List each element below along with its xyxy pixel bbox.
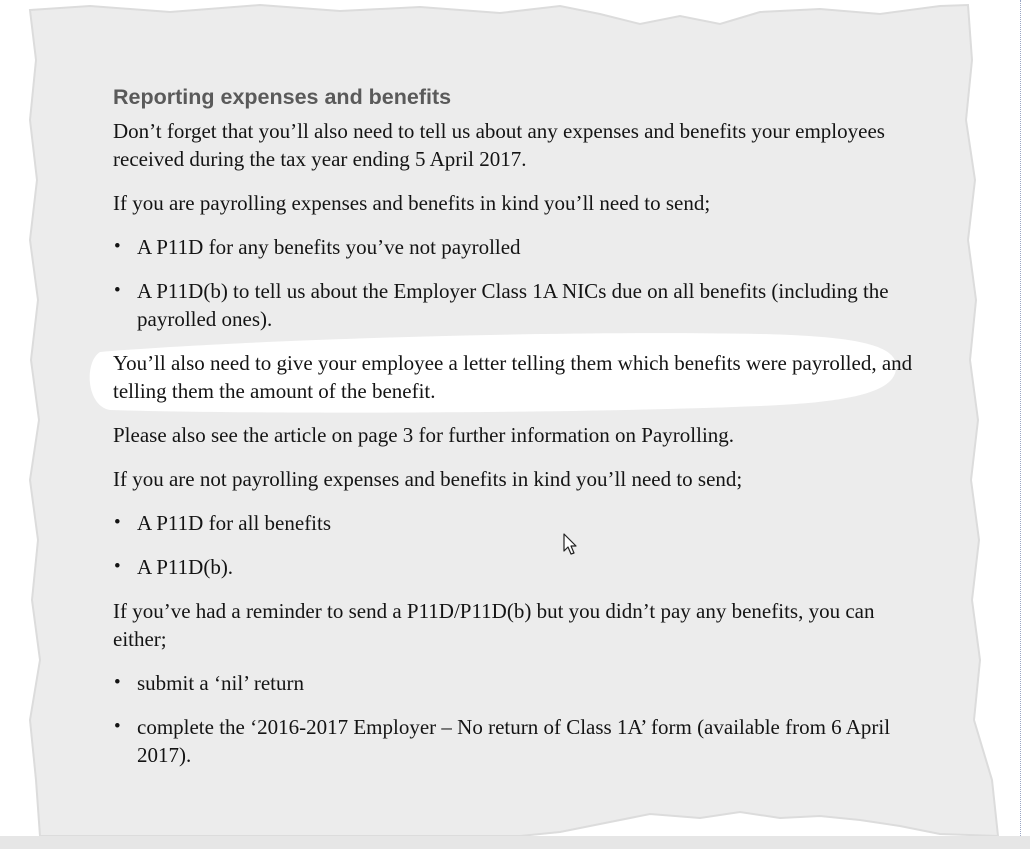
payrolling-paragraph: If you are payrolling expenses and benefits in kind you’ll need to send; [113,191,711,215]
list-item-text: A P11D(b). [137,555,234,579]
list-item-text: submit a ‘nil’ return [137,671,304,695]
bullet-icon: • [114,512,121,533]
list-item-text: A P11D for all benefits [137,511,332,535]
highlighted-paragraph: You’ll also need to give your employee a letter telling them which benefits were payrolled, and telling them the amount of the benefit. [113,351,913,403]
article [113,82,913,785]
see-also-paragraph: Please also see the article on page 3 for further information on Payrolling. [113,423,735,447]
page-edge-dotted-line [1020,0,1022,836]
list-item [113,277,913,333]
not-payrolling-paragraph: If you are not payrolling expenses and benefits in kind you’ll need to send; [113,467,743,491]
list-item [113,669,913,697]
bottom-scroll-area [0,836,1030,849]
bullet-icon: • [114,556,121,577]
list-item-text: A P11D(b) to tell us about the Employer Class 1A NICs due on all benefits (including the payrolled ones). [137,279,889,331]
bullet-icon: • [114,716,121,737]
reminder-options-list [113,669,913,769]
list-item [113,233,913,261]
bullet-icon: • [114,236,121,257]
bullet-icon: • [114,280,121,301]
mouse-pointer-icon [563,533,579,557]
list-item-text: complete the ‘2016-2017 Employer – No return of Class 1A’ form (available from 6 April 2017). [137,715,891,767]
intro-paragraph: Don’t forget that you’ll also need to tell us about any expenses and benefits your employees received during the tax year ending 5 April 2017. [113,119,885,171]
article-heading: Reporting expenses and benefits [113,85,452,109]
not-payrolling-list [113,509,913,581]
list-item [113,713,913,769]
bullet-icon: • [114,672,121,693]
list-item [113,553,913,581]
list-item [113,509,913,537]
payrolling-list [113,233,913,333]
list-item-text: A P11D for any benefits you’ve not payrolled [137,235,521,259]
reminder-paragraph: If you’ve had a reminder to send a P11D/P11D(b) but you didn’t pay any benefits, you can either; [113,599,875,651]
